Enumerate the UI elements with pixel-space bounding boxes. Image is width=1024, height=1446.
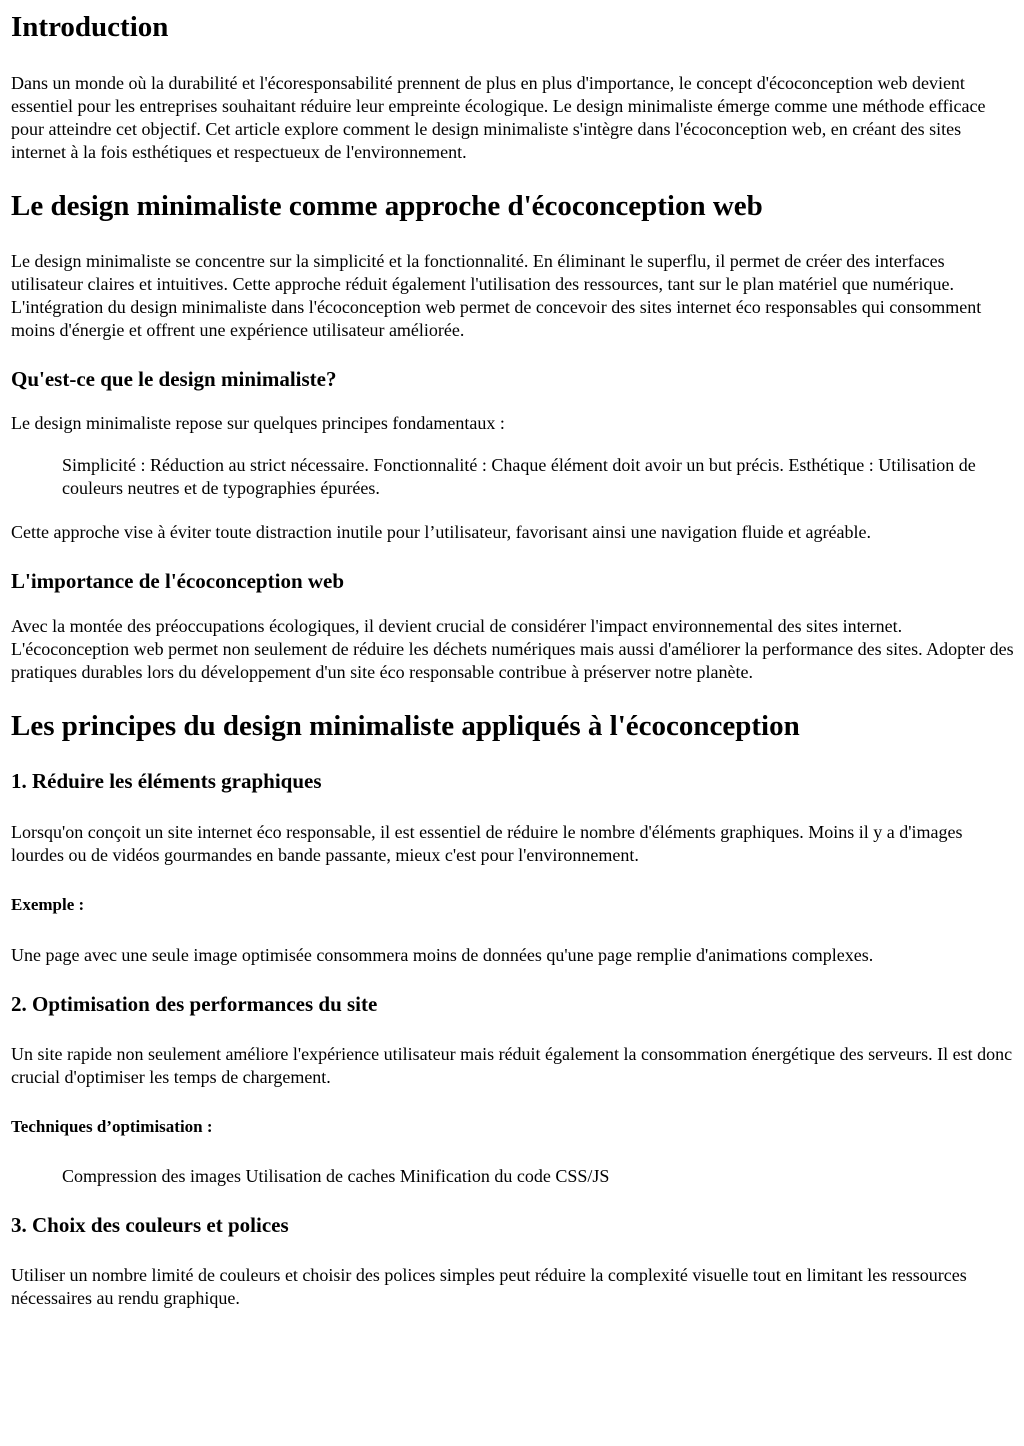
minimal-approach-paragraph: Le design minimaliste se concentre sur la simplicité et la fonctionnalité. En éliminant le superflu, il permet de créer des interfaces utilisateur claires et intuitives. Cette approche réduit également l'utilisation des ressources, tant sur le plan matériel que numérique. L'intégration du design minimaliste dans l'écoconception web permet de concevoir des sites internet éco responsables qui consomment moins d'énergie et offrent une expérience utilisateur améliorée.: [11, 251, 982, 340]
what-is-minimal-outro: Cette approche vise à éviter toute distraction inutile pour l’utilisateur, favorisant ainsi une navigation fluide et agréable.: [11, 522, 871, 542]
principles-heading: Les principes du design minimaliste appliqués à l'écoconception: [11, 710, 800, 742]
minimal-approach-heading: Le design minimaliste comme approche d'écoconception web: [11, 190, 763, 222]
what-is-minimal-heading: Qu'est-ce que le design minimaliste?: [11, 367, 337, 391]
reduce-graphics-heading: 1. Réduire les éléments graphiques: [11, 769, 322, 793]
importance-paragraph: Avec la montée des préoccupations écologiques, il devient crucial de considérer l'impact environnemental des sites internet. L'écoconception web permet non seulement de réduire les déchets numériques mais aussi d'améliorer la performance des sites. Adopter des pratiques durables lors du développement d'un site éco responsable contribue à préserver notre planète.: [11, 616, 1014, 682]
principles-blockquote: Simplicité : Réduction au strict nécessaire. Fonctionnalité : Chaque élément doit avoir un but précis. Esthétique : Utilisation de couleurs neutres et de typographies épurées.: [62, 455, 976, 498]
importance-heading: L'importance de l'écoconception web: [11, 569, 345, 593]
techniques-heading: Techniques d’optimisation :: [11, 1117, 213, 1136]
colors-fonts-paragraph: Utiliser un nombre limité de couleurs et choisir des polices simples peut réduire la complexité visuelle tout en limitant les ressources nécessaires au rendu graphique.: [11, 1265, 967, 1308]
introduction-paragraph: Dans un monde où la durabilité et l'écoresponsabilité prennent de plus en plus d'importance, le concept d'écoconception web devient essentiel pour les entreprises souhaitant réduire leur empreinte écologique. Le design minimaliste émerge comme une méthode efficace pour atteindre cet objectif. Cet article explore comment le design minimaliste s'intègre dans l'écoconception web, en créant des sites internet à la fois esthétiques et respectueux de l'environnement.: [11, 73, 986, 162]
what-is-minimal-intro: Le design minimaliste repose sur quelques principes fondamentaux :: [11, 413, 505, 433]
example-paragraph: Une page avec une seule image optimisée consommera moins de données qu'une page remplie d'animations complexes.: [11, 945, 874, 965]
colors-fonts-heading: 3. Choix des couleurs et polices: [11, 1213, 289, 1237]
performance-heading: 2. Optimisation des performances du site: [11, 992, 378, 1016]
reduce-graphics-paragraph: Lorsqu'on conçoit un site internet éco responsable, il est essentiel de réduire le nombre d'éléments graphiques. Moins il y a d'images lourdes ou de vidéos gourmandes en bande passante, mieux c'est pour l'environnement.: [11, 822, 963, 865]
performance-paragraph: Un site rapide non seulement améliore l'expérience utilisateur mais réduit également la consommation énergétique des serveurs. Il est donc crucial d'optimiser les temps de chargement.: [11, 1044, 1013, 1087]
example-heading: Exemple :: [11, 895, 85, 914]
techniques-blockquote: Compression des images Utilisation de caches Minification du code CSS/JS: [62, 1166, 610, 1186]
introduction-heading: Introduction: [11, 11, 169, 43]
